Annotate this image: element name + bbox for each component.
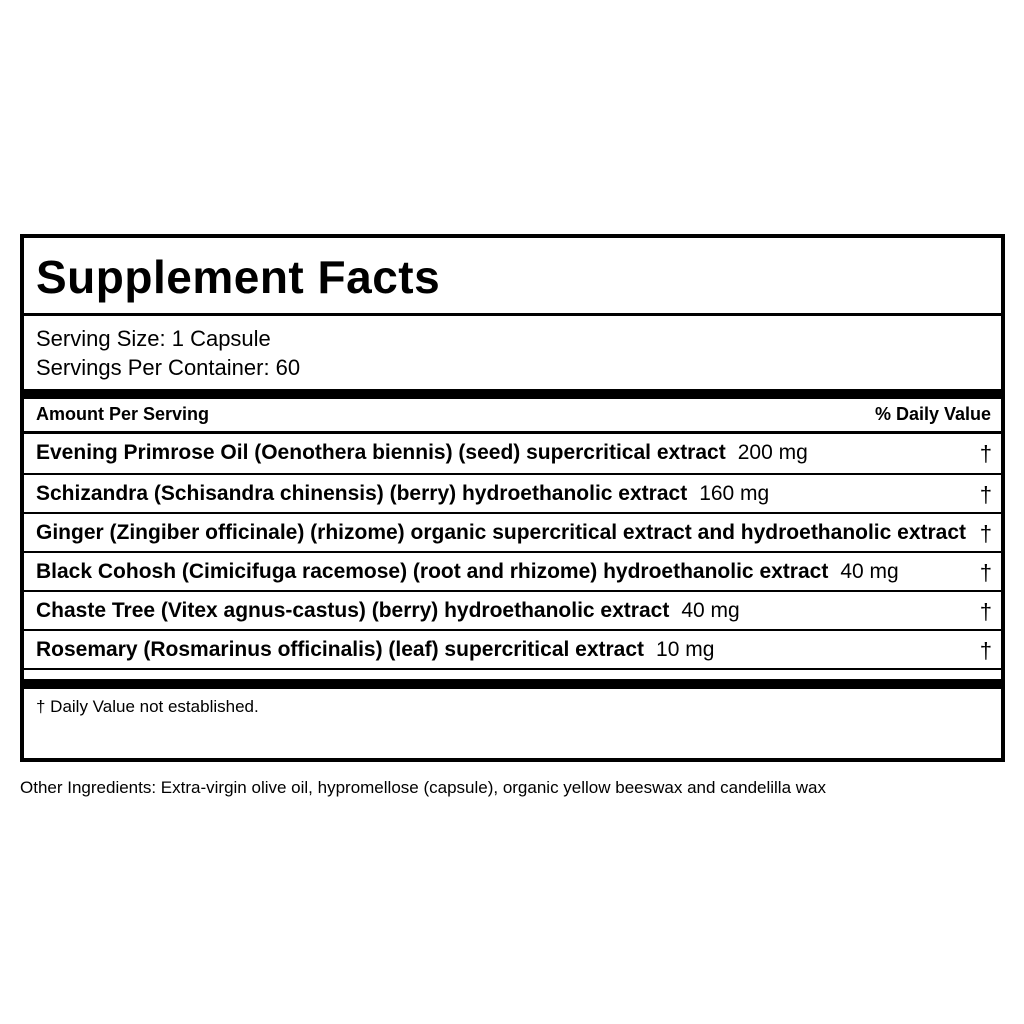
thick-divider-bottom xyxy=(24,679,1001,689)
title-divider xyxy=(24,313,1001,316)
ingredient-row xyxy=(24,475,1001,514)
serving-size: Serving Size: 1 Capsule xyxy=(36,326,271,351)
daily-value-footnote: † Daily Value not established. xyxy=(36,697,259,716)
daily-value-mark: † xyxy=(979,441,992,466)
ingredient-amount: 10 mg xyxy=(656,638,715,661)
ingredient-row xyxy=(24,592,1001,631)
servings-per-container: Servings Per Container: 60 xyxy=(36,355,301,380)
daily-value-header: % Daily Value xyxy=(874,404,991,424)
ingredient-amount: 200 mg xyxy=(737,441,808,464)
ingredient-row xyxy=(24,434,1001,473)
ingredient-name: Black Cohosh (Cimicifuga racemose) (root and rhizome) hydroethanolic extract 40 mg xyxy=(36,560,899,583)
ingredient-name: Rosemary (Rosmarinus officinalis) (leaf) supercritical extract 10 mg xyxy=(36,638,715,661)
daily-value-mark: † xyxy=(979,560,992,585)
daily-value-mark: † xyxy=(979,521,992,546)
ingredient-row xyxy=(24,631,1001,670)
daily-value-mark: † xyxy=(979,599,992,624)
ingredient-amount: 160 mg xyxy=(699,482,770,505)
thick-divider-top xyxy=(24,389,1001,399)
supplement-facts-panel xyxy=(20,234,1005,762)
row-divider xyxy=(24,668,1001,670)
other-ingredients: Other Ingredients: Extra-virgin olive oil, hypromellose (capsule), organic yellow beeswax and candelilla wax xyxy=(20,778,826,797)
daily-value-mark: † xyxy=(979,482,992,507)
daily-value-mark: † xyxy=(979,638,992,663)
ingredient-name: Chaste Tree (Vitex agnus-castus) (berry) hydroethanolic extract 40 mg xyxy=(36,599,740,622)
ingredient-amount: 40 mg xyxy=(840,560,899,583)
amount-per-serving-header: Amount Per Serving xyxy=(36,404,210,424)
ingredient-name: Ginger (Zingiber officinale) (rhizome) organic supercritical extract and hydroethanolic extract xyxy=(36,521,967,544)
ingredient-name: Schizandra (Schisandra chinensis) (berry) hydroethanolic extract 160 mg xyxy=(36,482,770,505)
panel-title: Supplement Facts xyxy=(36,251,441,303)
ingredient-amount: 40 mg xyxy=(681,599,740,622)
ingredient-row xyxy=(24,514,1001,553)
ingredient-row xyxy=(24,553,1001,592)
ingredient-name: Evening Primrose Oil (Oenothera biennis) (seed) supercritical extract 200 mg xyxy=(36,441,808,464)
